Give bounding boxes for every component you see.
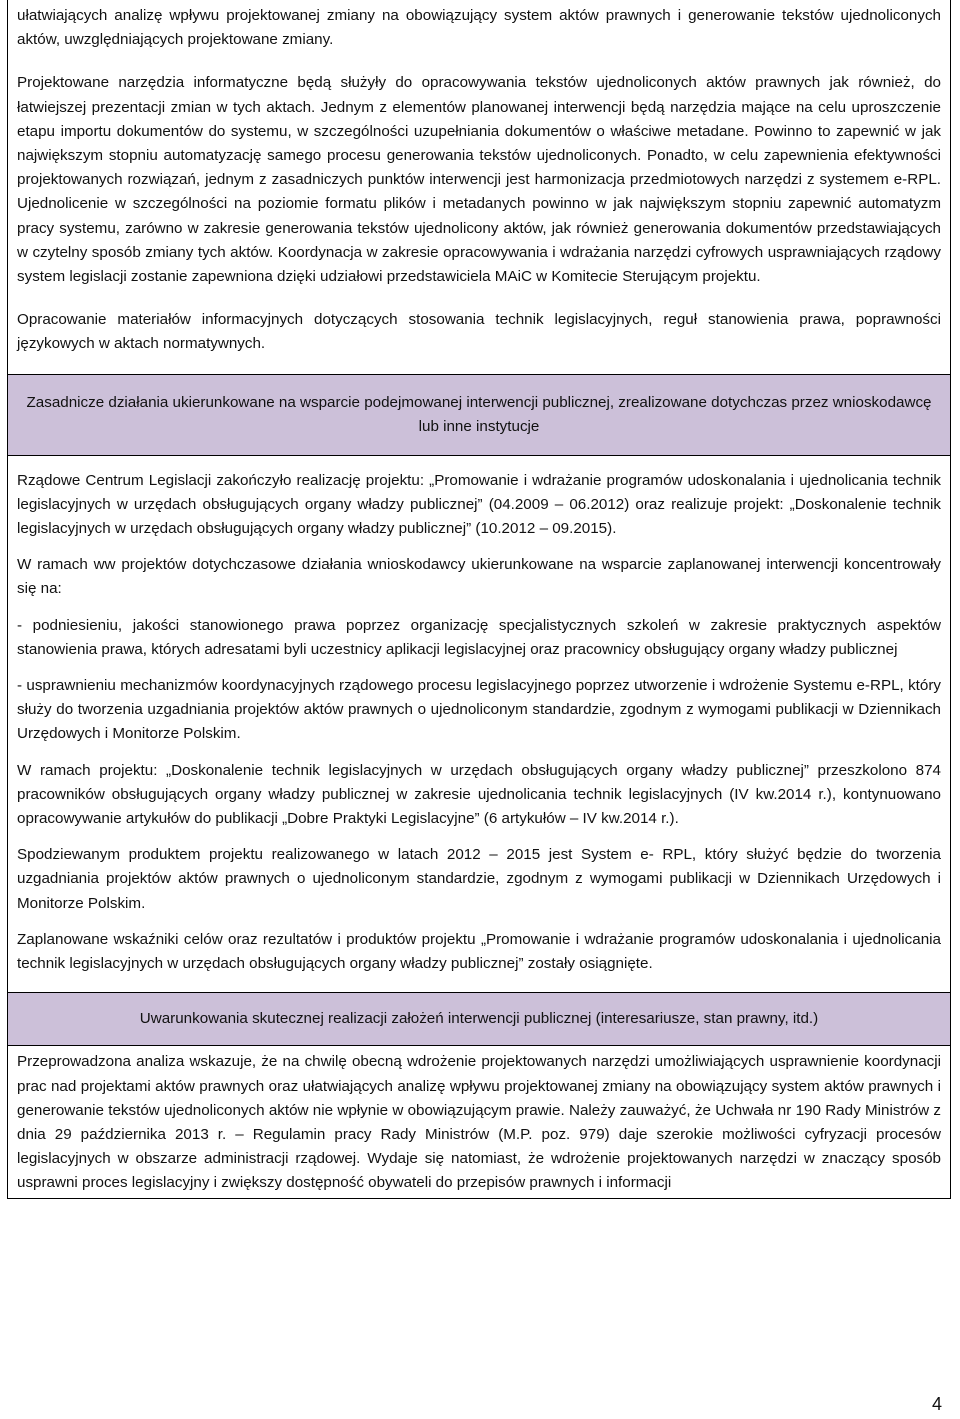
intro-paragraph-3: Opracowanie materiałów informacyjnych dotyczących stosowania technik legislacyjnych, reguł stanowienia prawa, poprawności językowych w aktach normatywnych. — [17, 311, 941, 353]
section-header-conditions: Uwarunkowania skutecznej realizacji założeń interwencji publicznej (interesariusze, stan prawny, itd.) — [8, 992, 950, 1046]
intro-paragraph-1: ułatwiających analizę wpływu projektowanej zmiany na obowiązujący system aktów prawnych i generowanie tekstów ujednoliconych aktów, uwzględniających projektowane zmiany. — [17, 7, 941, 49]
document-frame — [7, 0, 951, 1199]
intro-section — [8, 0, 950, 374]
intro-paragraph-2: Projektowane narzędzia informatyczne będą służyły do opracowywania tekstów ujednoliconych aktów prawnych jak również, do łatwiejszej prezentacji zmian w tych aktach. Jednym z elementów planowanej interwencji będą narzędzia mające na celu uproszczenie etapu importu dokumentów do systemu, w szczególności uzupełniania dokumentów o właściwe metadane. Powinno to zapewnić w jak największym stopniu automatyzację samego procesu generowania tekstów ujednoliconych. Ponadto, w celu zapewnienia efektywności projektowanych rozwiązań, jednym z zasadniczych punktów interwencji jest harmonizacja przedmiotowych narzędzi z systemem e-RPL. Ujednolicenie w szczególności na poziomie formatu plików i metadanych powinno w jak największym stopniu zapewnić automatyzm pracy systemu, zarówno w zakresie generowania tekstów ujednolicony aktów, jak również generowania dokumentów przedstawiających w czytelny sposób zmiany tych aktów. Koordynacja w zakresie opracowywania i wdrażania narzędzi cyfrowych usprawniających rządowy system legislacji zostanie zapewniona dzięki udziałowi przedstawiciela MAiC w Komitecie Sterującym projektu. — [17, 74, 941, 286]
actions-paragraph-6: Spodziewanym produktem projektu realizowanego w latach 2012 – 2015 jest System e- RPL, który służyć będzie do tworzenia uzgadniania projektów aktów prawnych o ujednoliconym standardzie, zgodnym z wymogami publikacji w Dziennikach Urzędowych i Monitorze Polskim. — [17, 846, 941, 912]
conditions-section — [8, 1046, 950, 1198]
actions-section — [8, 456, 950, 993]
actions-paragraph-5: W ramach projektu: „Doskonalenie technik legislacyjnych w urzędach obsługujących organy władzy publicznej” przeszkolono 874 pracowników obsługujących organy władzy publicznej w zakresie ujednolicania technik legislacyjnych (IV kw.2014 r.), kontynuowano opracowywanie artykułów do publikacji „Dobre Praktyki Legislacyjne” (6 artykułów – IV kw.2014 r.). — [17, 761, 941, 828]
actions-paragraph-2: W ramach ww projektów dotychczasowe działania wnioskodawcy ukierunkowane na wsparcie zaplanowanej interwencji koncentrowały się na: — [17, 556, 941, 598]
actions-paragraph-7: Zaplanowane wskaźniki celów oraz rezultatów i produktów projektu „Promowanie i wdrażanie programów udoskonalania i ujednolicania technik legislacyjnych w urzędach obsługujących organy władzy publicznej” zostały osiągnięte. — [17, 930, 941, 973]
conditions-paragraph-1: Przeprowadzona analiza wskazuje, że na chwilę obecną wdrożenie projektowanych narzędzi umożliwiających usprawnienie koordynacji prac nad projektami aktów prawnych oraz ułatwiających analizę wpływu projektowanej zmiany na obowiązujący system aktów prawnych i generowanie tekstów ujednoliconych aktów nie wpłynie w obowiązującym prawie. Należy zauważyć, że Uchwała nr 190 Rady Ministrów z dnia 29 października 2013 r. – Regulamin pracy Rady Ministrów (M.P. poz. 979) daje szerokie możliwości cyfryzacji procesów legislacyjnych w obszarze administracji rządowej. Wydaje się natomiast, że wdrożenie projektowanych narzędzi w znaczący sposób usprawni proces legislacyjny i zwiększy dostępność obywateli do przepisów prawnych i informacji — [17, 1053, 941, 1192]
section-header-actions: Zasadnicze działania ukierunkowane na wsparcie podejmowanej interwencji publicznej, zrealizowane dotychczas przez wnioskodawcę lub inne instytucje — [8, 374, 950, 456]
page-number: 4 — [931, 1394, 942, 1414]
actions-paragraph-1: Rządowe Centrum Legislacji zakończyło realizację projektu: „Promowanie i wdrażanie programów udoskonalania i ujednolicania technik legislacyjnych w urzędach obsługujących organy władzy publicznej” (04.2009 – 06.2012) oraz realizuje projekt: „Doskonalenie technik legislacyjnych w urzędach obsługujących organy władzy publicznej” (10.2012 – 09.2015). — [17, 471, 941, 538]
actions-paragraph-3: - podniesieniu, jakości stanowionego prawa poprzez organizację specjalistycznych szkoleń w zakresie praktycznych aspektów stanowienia prawa, których adresatami byli uczestnicy aplikacji legislacyjnej oraz pracownicy obsługujący organy władzy publicznej — [17, 616, 941, 658]
actions-paragraph-4: - usprawnieniu mechanizmów koordynacyjnych rządowego procesu legislacyjnego poprzez utworzenie i wdrożenie Systemu e-RPL, który służy do tworzenia uzgadniania projektów aktów prawnych o ujednoliconym standardzie, zgodnym z wymogami publikacji w Dziennikach Urzędowych i Monitorze Polskim. — [17, 677, 941, 743]
